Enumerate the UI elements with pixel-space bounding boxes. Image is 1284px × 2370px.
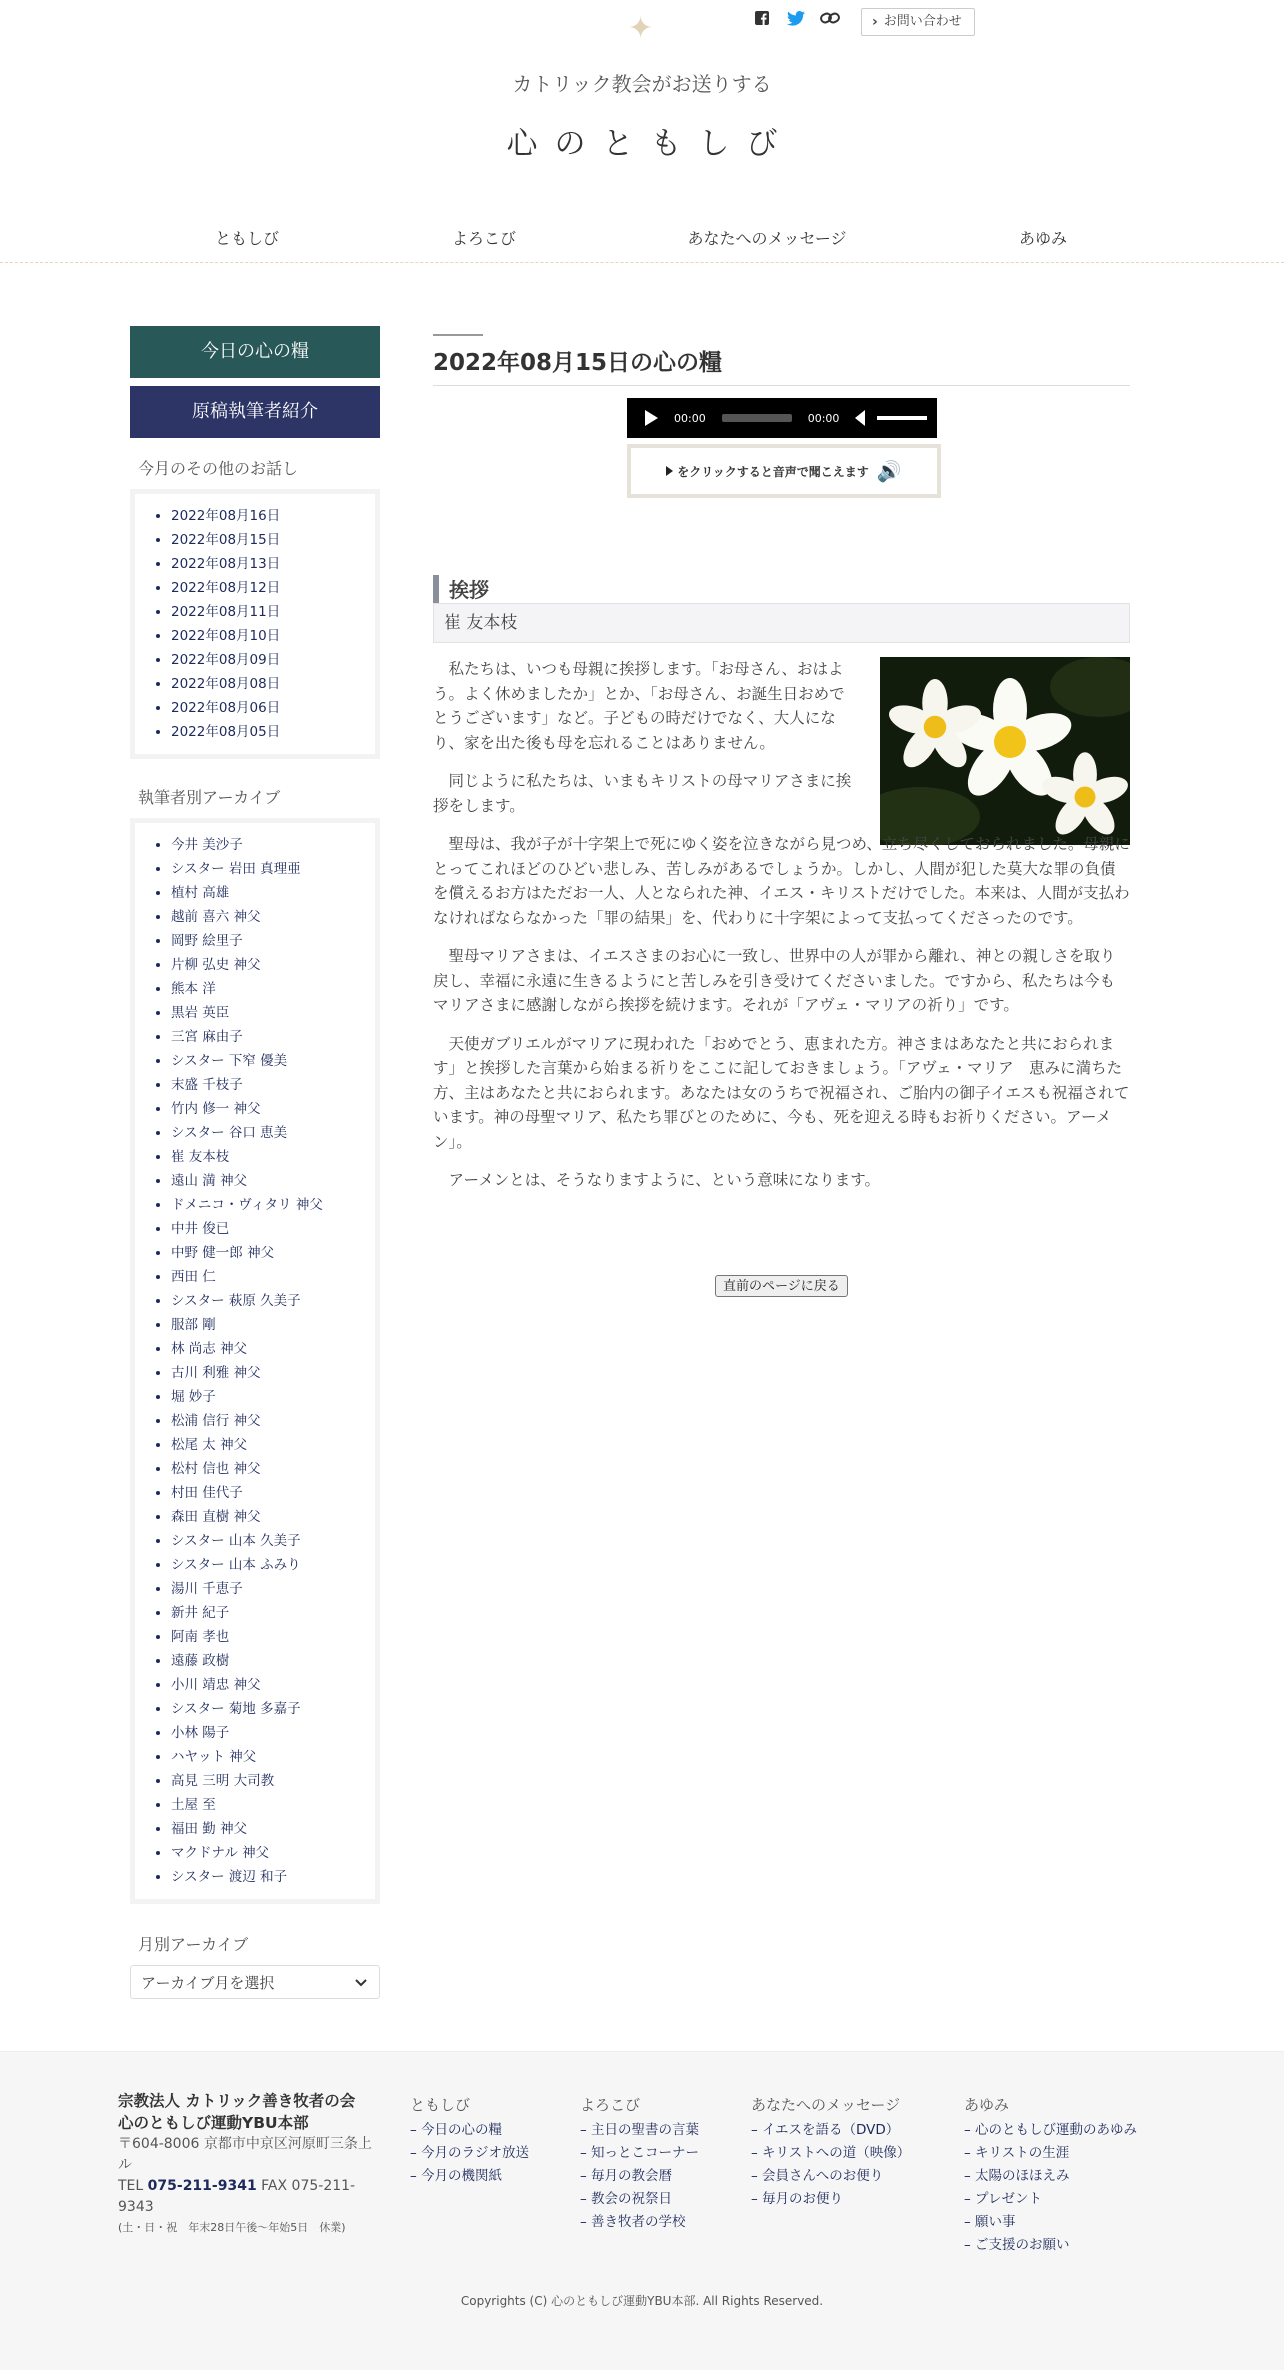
author-link[interactable]: • シスター 山本 久美子	[171, 1529, 375, 1553]
volume-slider[interactable]	[877, 416, 927, 420]
section-heading: 挨拶	[433, 575, 1130, 605]
other-stories-list	[135, 504, 375, 744]
author-link[interactable]: • 中野 健一郎 神父	[171, 1241, 375, 1265]
author-link[interactable]: • 三宮 麻由子	[171, 1025, 375, 1049]
article-body	[433, 657, 1130, 1207]
back-button[interactable]: 直前のページに戻る	[715, 1275, 848, 1297]
author-link[interactable]: • 遠山 満 神父	[171, 1169, 375, 1193]
sidebar	[130, 326, 380, 1999]
link-icon[interactable]	[820, 8, 840, 28]
footer-col-links	[410, 2119, 529, 2188]
author-archive-heading: 執筆者別アーカイブ	[138, 788, 281, 807]
org-info	[118, 2090, 383, 2238]
author-archive-list	[135, 833, 375, 1889]
tel-number[interactable]: 075-211-9341	[147, 2178, 257, 2194]
footer-link-label: 善き牧者の学校	[591, 2214, 686, 2230]
author-link[interactable]: • 竹内 修一 神父	[171, 1097, 375, 1121]
nav-item-yorokobi[interactable]: よろこび	[451, 229, 517, 248]
footer-link[interactable]	[964, 2165, 1137, 2188]
other-stories-heading: 今月のその他のお話し	[138, 459, 299, 478]
main-content	[433, 326, 1130, 1293]
twitter-icon[interactable]	[786, 8, 806, 28]
dash-bullet: –	[964, 2237, 976, 2253]
footer-link[interactable]	[580, 2188, 699, 2211]
duration-time: 00:00	[807, 411, 840, 425]
chevron-right-icon: ›	[872, 14, 878, 30]
footer-link-label: 教会の祝祭日	[591, 2191, 673, 2207]
author-link[interactable]: • シスター 山本 ふみり	[171, 1553, 375, 1577]
footer-col-links	[964, 2119, 1137, 2257]
author-link[interactable]: • 越前 喜六 神父	[171, 905, 375, 929]
dash-bullet: –	[580, 2145, 592, 2161]
author-link[interactable]: • ハヤット 神父	[171, 1745, 375, 1769]
footer	[0, 2051, 1284, 2370]
footer-link[interactable]	[580, 2119, 699, 2142]
author-link[interactable]: • 村田 佳代子	[171, 1481, 375, 1505]
other-story-link[interactable]: • 2022年08月15日	[171, 528, 375, 552]
title-accent-line	[433, 334, 483, 336]
footer-link[interactable]	[410, 2142, 529, 2165]
author-link[interactable]: • 古川 利雅 神父	[171, 1361, 375, 1385]
paragraph: 聖母は、我が子が十字架上で死にゆく姿を泣きながら見つめ、立ち尽くしておられました。母親にとってこれほどのひどい悲しみ、苦しみがあるでしょうか。しかし、人間が犯した莫大な罪の負債を償えるお方はただお一人、人となられた神、イエス・キリストだけでした。本来は、人間が支払わなければならなかった「罪の結果」を、代わりに十字架によって支払ってくださったのです。	[433, 835, 1130, 927]
footer-link-label: 願い事	[975, 2214, 1016, 2230]
footer-link[interactable]	[410, 2119, 529, 2142]
nav-item-ayumi[interactable]: あゆみ	[1018, 229, 1068, 248]
author-archive-box	[130, 818, 380, 1904]
footer-link[interactable]	[751, 2142, 910, 2165]
author-link[interactable]: • 高見 三明 大司教	[171, 1769, 375, 1793]
footer-link-label: 毎月の教会暦	[591, 2168, 673, 2184]
writers-button[interactable]: 原稿執筆者紹介	[130, 386, 380, 438]
author-link[interactable]: • 崔 友本枝	[171, 1145, 375, 1169]
footer-link-label: ご支援のお願い	[975, 2237, 1070, 2253]
paragraph: 私たちは、いつも母親に挨拶します。「お母さん、おはよう。よく休めましたか」とか、「お母さん、お誕生日おめでとうございます」など。子どもの時だけでなく、大人になり、家を出た後も母を忘れることはありません。	[433, 660, 845, 752]
today-button[interactable]: 今日の心の糧	[130, 326, 380, 378]
dash-bullet: –	[410, 2122, 422, 2138]
author-link[interactable]: • シスター 萩原 久美子	[171, 1289, 375, 1313]
dash-bullet: –	[580, 2214, 592, 2230]
star-ornament-icon: ✦	[628, 11, 654, 46]
footer-col-yorokobi	[580, 2094, 699, 2234]
author-link[interactable]: • 岡野 絵里子	[171, 929, 375, 953]
author-link[interactable]: • シスター 谷口 恵美	[171, 1121, 375, 1145]
author-link[interactable]: • 松村 信也 神父	[171, 1457, 375, 1481]
footer-link-label: 今月の機関紙	[421, 2168, 503, 2184]
progress-bar[interactable]	[722, 414, 792, 422]
page-title: 2022年08月15日の心の糧	[433, 344, 1130, 386]
dash-bullet: –	[751, 2122, 763, 2138]
top-bar	[0, 0, 1284, 60]
other-story-link[interactable]: • 2022年08月11日	[171, 600, 375, 624]
play-triangle-icon	[666, 466, 673, 476]
paragraph: 天使ガブリエルがマリアに現われた「おめでとう、恵まれた方。神さまはあなたと共におられます」と挨拶した言葉から始まる祈りをここに記しておきましょう。「アヴェ・マリア 恵みに満ちた方、主はあなたと共におられます。あなたは女のうちで祝福され、ご胎内の御子イエスも祝福されています。神の母聖マリア、私たち罪びとのために、今も、死を迎える時もお祈りください。アーメン」。	[433, 1034, 1130, 1151]
footer-col-heading: よろこび	[580, 2096, 641, 2114]
footer-link-label: 心のともしび運動のあゆみ	[975, 2122, 1138, 2138]
org-address: 〒604-8006 京都市中京区河原町三条上ル	[118, 2136, 372, 2173]
footer-col-links	[580, 2119, 699, 2234]
footer-link-label: イエスを語る（DVD）	[762, 2122, 900, 2138]
footer-link[interactable]	[964, 2234, 1137, 2257]
org-name: 宗教法人 カトリック善き牧者の会	[118, 2092, 356, 2110]
author-link[interactable]: • 服部 剛	[171, 1313, 375, 1337]
footer-link[interactable]	[964, 2211, 1137, 2234]
footer-col-tomoshibi	[410, 2094, 529, 2188]
fax-number: 075-211-9343	[118, 2178, 356, 2215]
nav-divider	[0, 262, 1284, 263]
author-link[interactable]: • 阿南 孝也	[171, 1625, 375, 1649]
listen-label: をクリックすると音声で聞こえます	[677, 464, 869, 479]
site-tagline: カトリック教会がお送りする	[512, 72, 772, 96]
fax-label: FAX	[261, 2178, 288, 2194]
author-link[interactable]: • ドメニコ・ヴィタリ 神父	[171, 1193, 375, 1217]
footer-link[interactable]	[580, 2165, 699, 2188]
footer-link-label: キリストの生涯	[975, 2145, 1070, 2161]
copyright: Copyrights (C) 心のともしび運動YBU本部. All Rights Reserved.	[460, 2294, 824, 2308]
nav-item-tomoshibi[interactable]: ともしび	[214, 229, 280, 248]
business-hours: (土・日・祝 年末28日午後〜年始5日 休業)	[118, 2221, 346, 2234]
site-title[interactable]: 心のともしび	[506, 126, 795, 162]
author-link[interactable]: • 今井 美沙子	[171, 833, 375, 857]
org-subname: 心のともしび運動YBU本部	[118, 2114, 309, 2132]
author-link[interactable]: • シスター 岩田 真理亜	[171, 857, 375, 881]
author-link[interactable]: • 福田 勤 神父	[171, 1817, 375, 1841]
footer-link-label: プレゼント	[975, 2191, 1043, 2207]
dash-bullet: –	[964, 2145, 976, 2161]
author-link[interactable]: • 片柳 弘史 神父	[171, 953, 375, 977]
author-link[interactable]: • 小林 陽子	[171, 1721, 375, 1745]
dash-bullet: –	[410, 2168, 422, 2184]
current-time: 00:00	[674, 411, 706, 425]
footer-link[interactable]	[410, 2165, 529, 2188]
other-story-link[interactable]: • 2022年08月06日	[171, 696, 375, 720]
dash-bullet: –	[751, 2168, 763, 2184]
footer-link-label: 今日の心の糧	[421, 2122, 503, 2138]
other-story-link[interactable]: • 2022年08月05日	[171, 720, 375, 744]
monthly-archive-heading: 月別アーカイブ	[138, 1935, 249, 1954]
author-link[interactable]: • 末盛 千枝子	[171, 1073, 375, 1097]
speaker-icon: 🔊	[876, 459, 902, 483]
author-link[interactable]: • マクドナル 神父	[171, 1841, 375, 1865]
author-link[interactable]: • 遠藤 政樹	[171, 1649, 375, 1673]
dash-bullet: –	[580, 2191, 592, 2207]
dash-bullet: –	[964, 2168, 976, 2184]
nav-item-message[interactable]: あなたへのメッセージ	[687, 229, 847, 248]
dash-bullet: –	[751, 2191, 763, 2207]
author-link[interactable]: • 黒岩 英臣	[171, 1001, 375, 1025]
paragraph: アーメンとは、そうなりますように、という意味になります。	[448, 1171, 881, 1189]
dash-bullet: –	[751, 2145, 763, 2161]
author-name: 崔 友本枝	[433, 603, 1130, 643]
org-phone	[118, 2176, 383, 2218]
author-link[interactable]: • 中井 俊已	[171, 1217, 375, 1241]
footer-link[interactable]	[751, 2119, 910, 2142]
author-link[interactable]: • 土屋 至	[171, 1793, 375, 1817]
contact-button[interactable]	[861, 8, 975, 36]
author-link[interactable]: • シスター 菊地 多嘉子	[171, 1697, 375, 1721]
author-link[interactable]: • 熊本 洋	[171, 977, 375, 1001]
other-story-link[interactable]: • 2022年08月12日	[171, 576, 375, 600]
audio-player	[627, 398, 937, 438]
author-link[interactable]: • 堀 妙子	[171, 1385, 375, 1409]
other-story-link[interactable]: • 2022年08月08日	[171, 672, 375, 696]
play-icon[interactable]	[645, 410, 658, 426]
footer-link[interactable]	[964, 2188, 1137, 2211]
footer-col-message	[751, 2094, 910, 2211]
footer-link[interactable]	[580, 2211, 699, 2234]
footer-link-label: 知っとこコーナー	[591, 2145, 700, 2161]
contact-label: お問い合わせ	[883, 14, 962, 29]
other-story-link[interactable]: • 2022年08月13日	[171, 552, 375, 576]
volume-icon[interactable]	[855, 410, 865, 426]
author-link[interactable]: • シスター 渡辺 和子	[171, 1865, 375, 1889]
footer-col-heading: あなたへのメッセージ	[751, 2096, 901, 2114]
author-link[interactable]: • 森田 直樹 神父	[171, 1505, 375, 1529]
footer-link-label: 太陽のほほえみ	[975, 2168, 1070, 2184]
footer-link-label: 会員さんへのお便り	[762, 2168, 884, 2184]
footer-link-label: 毎月のお便り	[762, 2191, 844, 2207]
paragraph: 聖母マリアさまは、イエスさまのお心に一致し、世界中の人が罪から離れ、神との親しさを取り戻し、幸福に永遠に生きるようにと苦しみを引き受けてくださいました。ですから、私たちは今もマリアさまに感謝しながら挨拶を続けます。それが「アヴェ・マリアの祈り」です。	[433, 947, 1116, 1014]
footer-col-heading: あゆみ	[964, 2096, 1010, 2114]
dash-bullet: –	[410, 2145, 422, 2161]
footer-col-links	[751, 2119, 910, 2211]
author-link[interactable]: • 西田 仁	[171, 1265, 375, 1289]
footer-col-heading: ともしび	[410, 2096, 471, 2114]
author-link[interactable]: • 松尾 太 神父	[171, 1433, 375, 1457]
dash-bullet: –	[580, 2168, 592, 2184]
author-link[interactable]: • 小川 靖忠 神父	[171, 1673, 375, 1697]
footer-link[interactable]	[964, 2119, 1137, 2142]
social-links	[752, 8, 854, 28]
footer-link-label: 主日の聖書の言葉	[591, 2122, 700, 2138]
dash-bullet: –	[964, 2122, 976, 2138]
monthly-select-value: アーカイブ月を選択	[141, 1973, 275, 1992]
footer-link[interactable]	[964, 2142, 1137, 2165]
author-link[interactable]: • 湯川 千恵子	[171, 1577, 375, 1601]
listen-button[interactable]	[627, 444, 941, 498]
facebook-icon[interactable]	[752, 8, 772, 28]
author-link[interactable]: • 新井 紀子	[171, 1601, 375, 1625]
other-story-link[interactable]: • 2022年08月10日	[171, 624, 375, 648]
global-nav	[0, 226, 1284, 262]
monthly-archive-select[interactable]	[130, 1965, 380, 1999]
dash-bullet: –	[964, 2214, 976, 2230]
tel-label: TEL	[118, 2178, 144, 2194]
footer-link[interactable]	[751, 2165, 910, 2188]
footer-link[interactable]	[580, 2142, 699, 2165]
footer-link[interactable]	[751, 2188, 910, 2211]
footer-link-label: 今月のラジオ放送	[421, 2145, 530, 2161]
paragraph: 同じように私たちは、いまもキリストの母マリアさまに挨拶をします。	[433, 772, 852, 815]
other-story-link[interactable]: • 2022年08月09日	[171, 648, 375, 672]
other-stories-box	[130, 489, 380, 759]
author-link[interactable]: • 松浦 信行 神父	[171, 1409, 375, 1433]
chevron-down-icon	[355, 1973, 367, 1991]
footer-col-ayumi	[964, 2094, 1137, 2257]
author-link[interactable]: • シスター 下窄 優美	[171, 1049, 375, 1073]
author-link[interactable]: • 林 尚志 神父	[171, 1337, 375, 1361]
author-link[interactable]: • 植村 高雄	[171, 881, 375, 905]
other-story-link[interactable]: • 2022年08月16日	[171, 504, 375, 528]
dash-bullet: –	[964, 2191, 976, 2207]
dash-bullet: –	[580, 2122, 592, 2138]
footer-link-label: キリストへの道（映像）	[762, 2145, 911, 2161]
